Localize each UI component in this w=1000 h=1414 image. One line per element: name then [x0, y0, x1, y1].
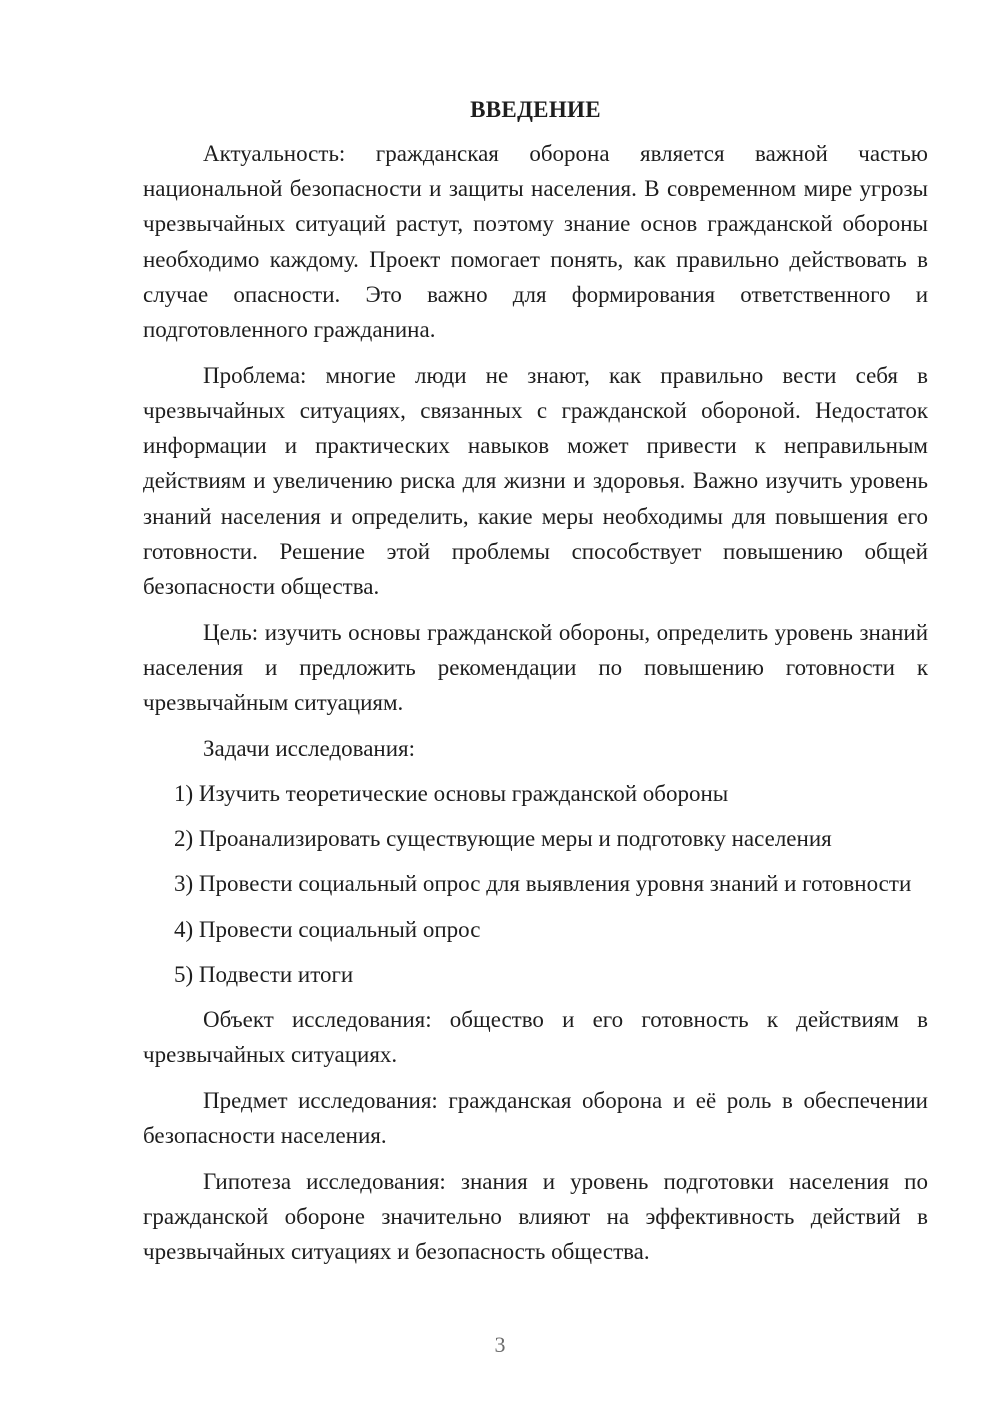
tasks-heading: Задачи исследования:	[203, 735, 416, 761]
tasks-list	[143, 776, 928, 992]
task-item: 5) Подвести итоги	[174, 961, 354, 987]
paragraph-problem: Проблема: многие люди не знают, как правильно вести себя в чрезвычайных ситуациях, связанных с гражданской обороной. Недостаток информации и практических навыков может привести к неправильным действиям и увеличению риска для жизни и здоровья. Важно изучить уровень знаний населения и определить, какие меры необходимы для повышения его готовности. Решение этой проблемы способствует повышению общей безопасности общества.	[143, 362, 928, 599]
paragraph-hypothesis: Гипотеза исследования: знания и уровень подготовки населения по гражданской обороне значительно влияют на эффективность действий в чрезвычайных ситуациях и безопасность общества.	[143, 1168, 928, 1265]
page-number: 3	[494, 1332, 506, 1357]
task-item: 3) Провести социальный опрос для выявления уровня знаний и готовности	[174, 871, 912, 897]
paragraph-relevance: Актуальность: гражданская оборона является важной частью национальной безопасности и защиты населения. В современном мире угрозы чрезвычайных ситуаций растут, поэтому знание основ гражданской обороны необходимо каждому. Проект помогает понять, как правильно действовать в случае опасности. Это важно для формирования ответственного и подготовленного гражданина.	[143, 141, 928, 343]
paragraph-object: Объект исследования: общество и его готовность к действиям в чрезвычайных ситуациях.	[143, 1006, 928, 1068]
task-item: 1) Изучить теоретические основы гражданской обороны	[174, 780, 729, 806]
paragraph-goal: Цель: изучить основы гражданской обороны, определить уровень знаний населения и предложить рекомендации по повышению готовности к чрезвычайным ситуациям.	[143, 619, 928, 716]
task-item: 4) Провести социальный опрос	[174, 916, 481, 942]
task-item: 2) Проанализировать существующие меры и подготовку населения	[174, 826, 832, 852]
paragraph-subject: Предмет исследования: гражданская оборона и её роль в обеспечении безопасности населения.	[143, 1087, 928, 1149]
section-title: ВВЕДЕНИЕ	[470, 97, 601, 122]
page-content	[143, 92, 928, 1280]
